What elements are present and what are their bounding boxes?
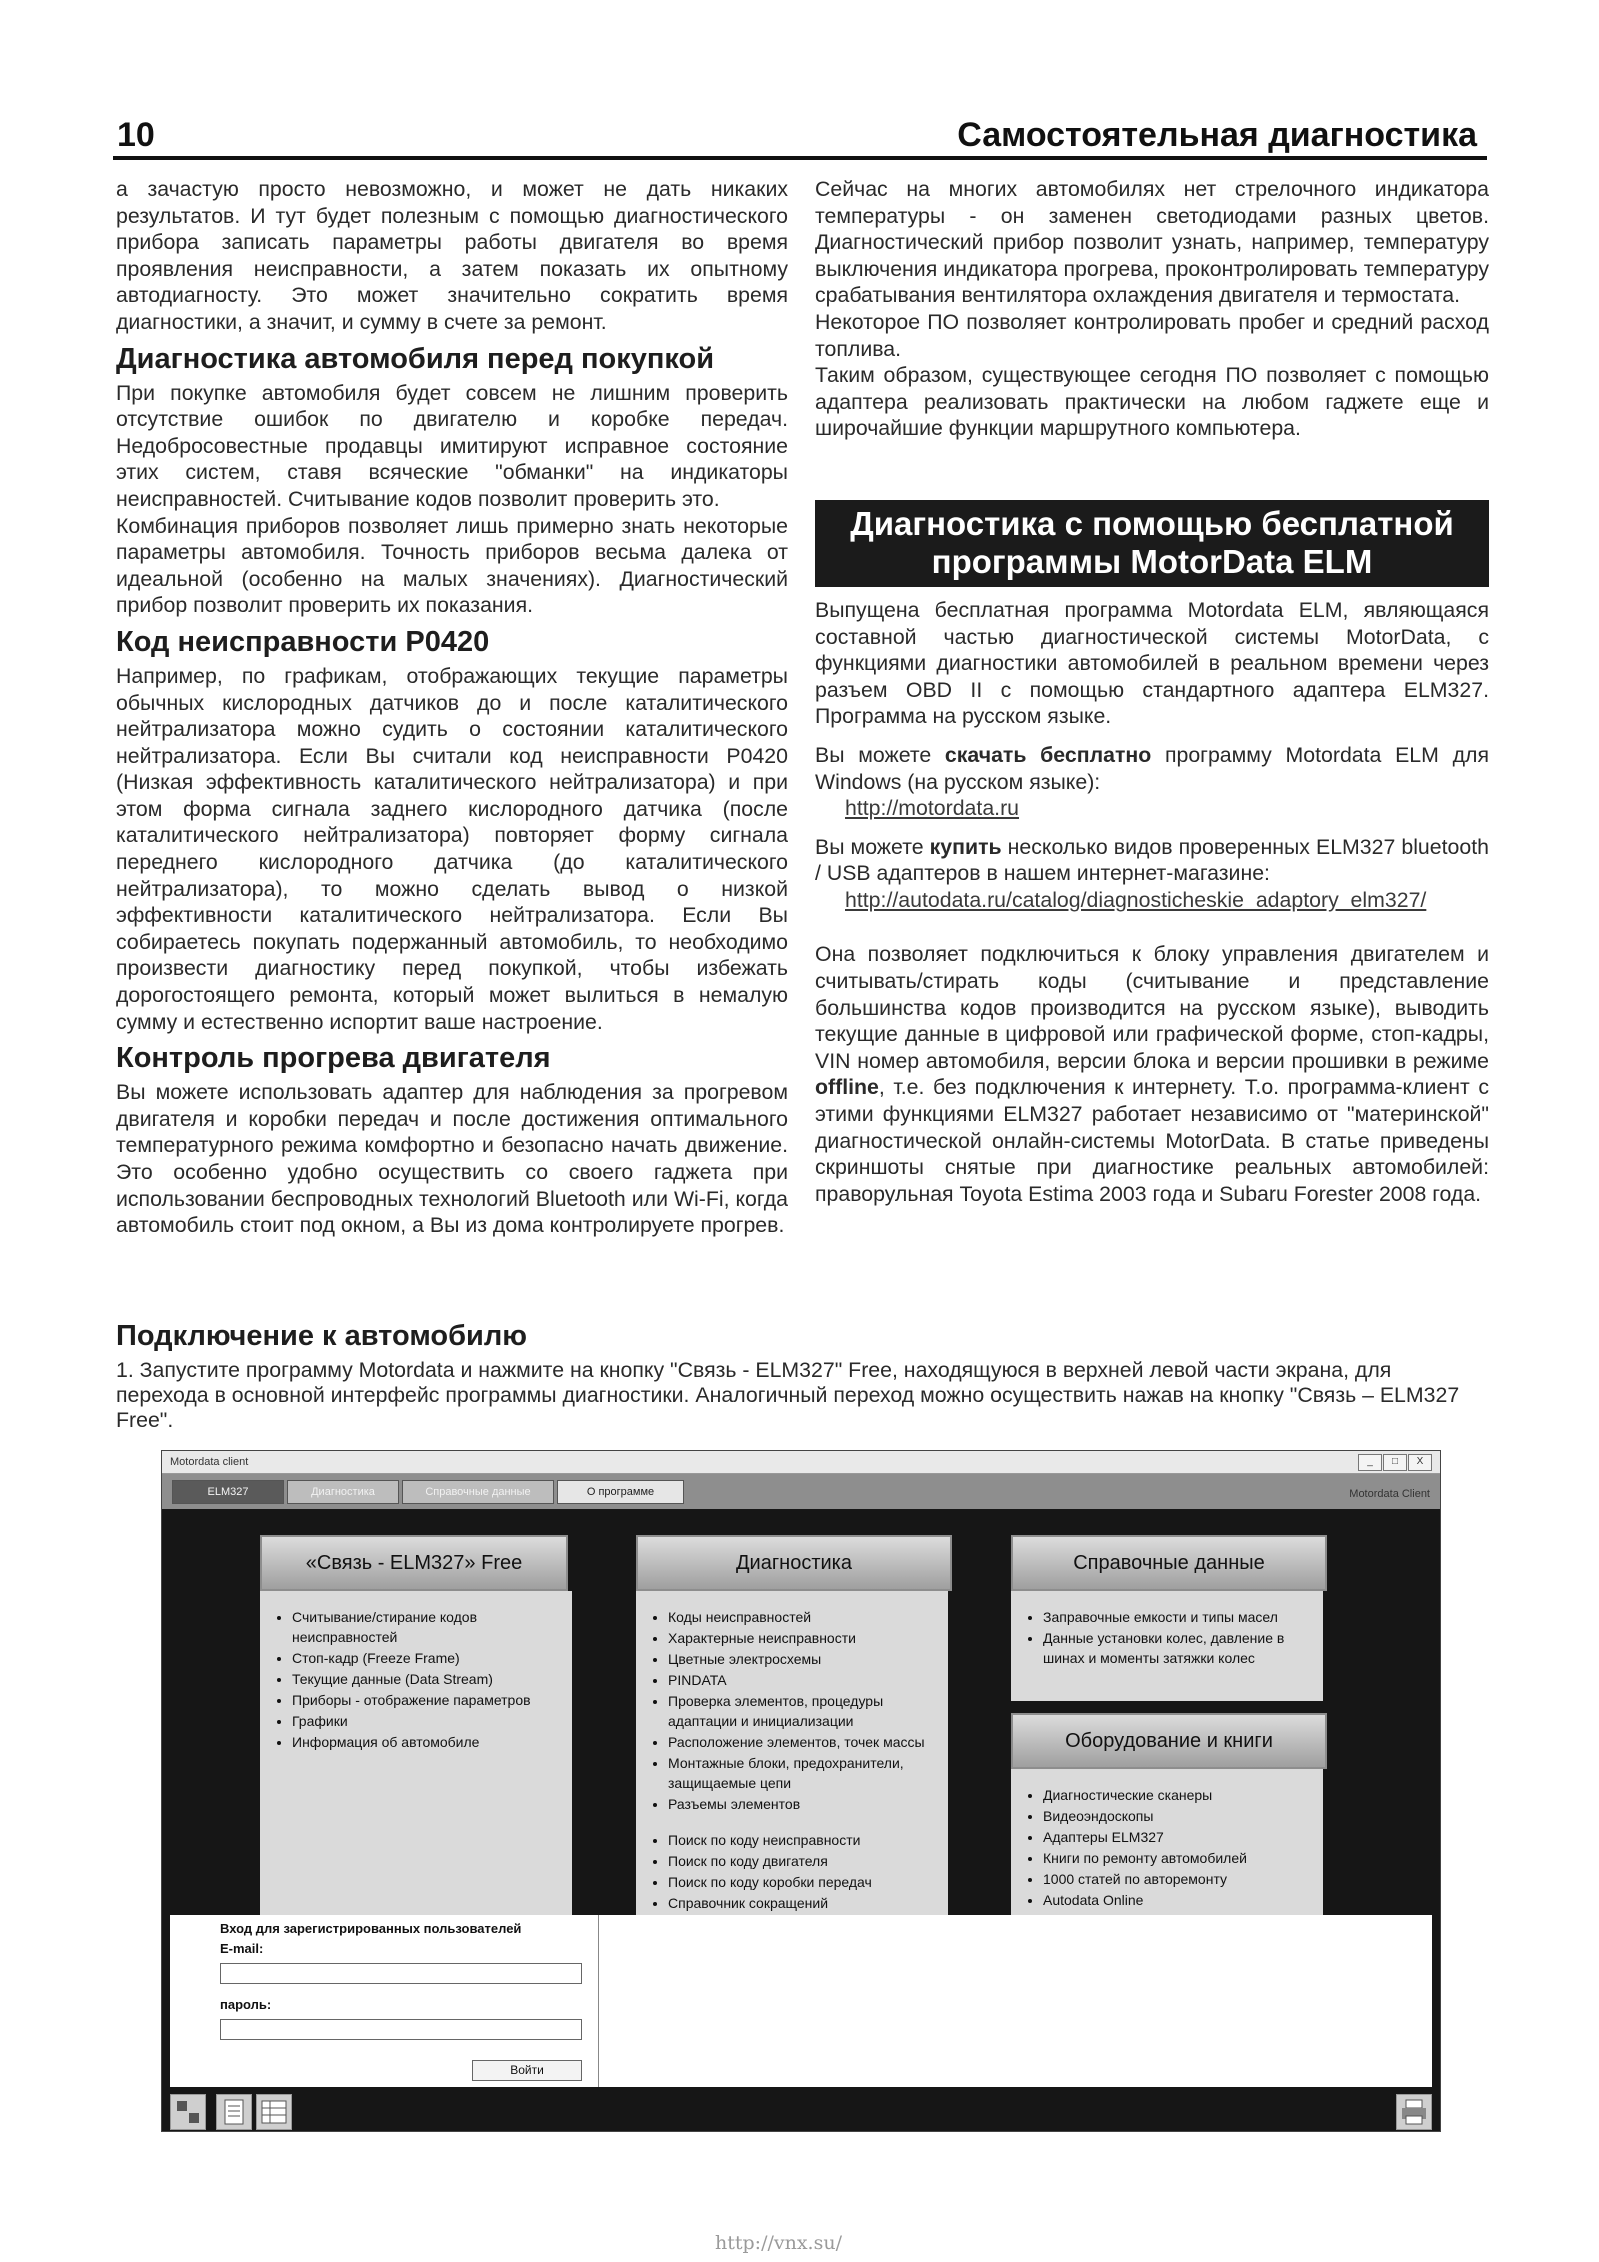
list-item[interactable]: • Расположение элементов, точек массы [668, 1732, 942, 1752]
minimize-button[interactable]: _ [1358, 1454, 1382, 1471]
connection-section [116, 1319, 1488, 1433]
paragraph: Таким образом, существующее сегодня ПО позволяет с помощью адаптера реализовать практически на любом гаджете еще и широчайшие функции маршрутного компьютера. [815, 363, 1489, 441]
list-item[interactable]: • Приборы - отображение параметров [292, 1690, 566, 1710]
list-item[interactable]: • Поиск по коду неисправности [668, 1830, 942, 1850]
login-button[interactable]: Войти [472, 2060, 582, 2081]
list-item[interactable]: • Адаптеры ELM327 [1043, 1827, 1317, 1847]
list-item[interactable]: • Стоп-кадр (Freeze Frame) [292, 1648, 566, 1668]
window-title: Motordata client [170, 1456, 249, 1468]
paragraph: Некоторое ПО позволяет контролировать пробег и средний расход топлива. [815, 309, 1489, 361]
section-heading: Диагностика автомобиля перед покупкой [116, 342, 715, 375]
right-column [815, 176, 1489, 1207]
paragraph: 1. Запустите программу Motordata и нажмите на кнопку "Связь - ELM327" Free, находящуюся в верхней левой части экрана, для перехода в основной интерфейс программы диагностики. Аналогичный переход можно осуществить нажав на кнопку "Связь – ELM327 Free". [116, 1358, 1460, 1432]
print-icon[interactable] [1396, 2094, 1432, 2130]
list-item[interactable]: • Заправочные емкости и типы масел [1043, 1607, 1317, 1627]
diagnostics-button[interactable]: Диагностика [636, 1535, 952, 1591]
list-item[interactable]: • Монтажные блоки, предохранители, защищаемые цепи [668, 1753, 942, 1793]
list-item[interactable]: • Поиск по коду двигателя [668, 1851, 942, 1871]
diagnostics-panel [636, 1591, 948, 1915]
list-item[interactable]: • Справочник сокращений [668, 1893, 942, 1913]
paragraph: Вы можете купить несколько видов проверенных ELM327 bluetooth / USB адаптеров в нашем интернет-магазине: [815, 834, 1489, 886]
app-screenshot [161, 1450, 1441, 2132]
close-button[interactable]: X [1408, 1454, 1432, 1471]
equipment-panel [1011, 1769, 1323, 1915]
list-item[interactable]: • Данные установки колес, давление в шинах и моменты затяжки колес [1043, 1628, 1317, 1668]
section-banner: Диагностика с помощью бесплатной программы MotorData ELM [815, 500, 1489, 587]
login-form [170, 1915, 599, 2087]
login-area [170, 1915, 1432, 2087]
emphasis: купить [929, 834, 1002, 859]
list-item[interactable]: • Текущие данные (Data Stream) [292, 1669, 566, 1689]
email-label: E-mail: [220, 1941, 264, 1956]
list-item[interactable]: • Проверка элементов, процедуры адаптации и инициализации [668, 1691, 942, 1731]
tab-elm327[interactable]: ELM327 [172, 1480, 284, 1504]
password-label: пароль: [220, 1997, 272, 2012]
shop-link[interactable]: http://autodata.ru/catalog/diagnosticheskie_adaptory_elm327/ [845, 887, 1427, 912]
window-titlebar [162, 1451, 1440, 1474]
equipment-books-button[interactable]: Оборудование и книги [1011, 1713, 1327, 1769]
watermark: http://vnx.su/ [715, 2232, 842, 2254]
list-item[interactable]: • Разъемы элементов [668, 1794, 942, 1814]
list-item[interactable]: • Книги по ремонту автомобилей [1043, 1848, 1317, 1868]
list-item[interactable]: • Информация об автомобиле [292, 1732, 566, 1752]
list-item[interactable]: • Характерные неисправности [668, 1628, 942, 1648]
password-input[interactable] [220, 2019, 582, 2040]
section-heading: Код неисправности P0420 [116, 625, 490, 658]
reference-data-button[interactable]: Справочные данные [1011, 1535, 1327, 1591]
paragraph: Например, по графикам, отображающих текущие параметры обычных кислородных датчиков до и после каталитического нейтрализатора можно судить о состоянии каталитического нейтрализатора. Если Вы считали код неисправности P0420 (Низкая эффективность каталитического нейтрализатора) и при этом форма сигнала заднего кислородного датчика (после каталитического нейтрализатора) повторяет форму сигнала переднего кислородного датчика (до каталитического нейтрализатора), то можно сделать вывод о низкой эффективности каталитического нейтрализатора. Если Вы собираетесь покупать подержанный автомобиль, то необходимо произвести диагностику перед покупкой, чтобы избежать дорогостоящего ремонта, который может вылиться в немалую сумму и естественно испортит ваше настроение. [116, 663, 788, 1034]
page-number: 10 [117, 116, 155, 154]
login-title: Вход для зарегистрированных пользователей [220, 1921, 522, 1936]
paragraph: Выпущена бесплатная программа Motordata ELM, являющаяся составной частью диагностической системы MotorData, с функциями диагностики автомобилей в реальном времени через разъем OBD II с помощью стандартного адаптера ELM327. Программа на русском языке. [815, 597, 1489, 729]
maximize-button[interactable]: □ [1383, 1454, 1407, 1471]
connect-elm327-button[interactable]: «Связь - ELM327» Free [260, 1535, 568, 1591]
document-icon[interactable] [216, 2094, 252, 2130]
list-item[interactable]: • Диагностические сканеры [1043, 1785, 1317, 1805]
reference-panel [1011, 1591, 1323, 1701]
email-input[interactable] [220, 1963, 582, 1984]
table-icon[interactable] [256, 2094, 292, 2130]
paragraph: Сейчас на многих автомобилях нет стрелочного индикатора температуры - он заменен светодиодами разных цветов. Диагностический прибор позволит узнать, например, температуру выключения индикатора прогрева, проконтролировать температуру срабатывания вентилятора охлаждения двигателя и термостата. [815, 177, 1489, 308]
list-item[interactable]: • Autodata Online [1043, 1890, 1317, 1910]
list-item[interactable]: • Видеоэндоскопы [1043, 1806, 1317, 1826]
connect-panel [260, 1591, 572, 1915]
tab-diagnostics[interactable]: Диагностика [287, 1480, 399, 1504]
paragraph: Вы можете скачать бесплатно программу Motordata ELM для Windows (на русском языке): [815, 742, 1489, 794]
list-item[interactable]: • Поиск по коду коробки передач [668, 1872, 942, 1892]
list-item[interactable]: • Графики [292, 1711, 566, 1731]
list-item[interactable]: • Цветные электросхемы [668, 1649, 942, 1669]
menu-bar [162, 1474, 1440, 1509]
list-item[interactable]: • 1000 статей по авторемонту [1043, 1869, 1317, 1889]
download-link[interactable]: http://motordata.ru [845, 796, 1020, 821]
section-heading: Подключение к автомобилю [116, 1320, 528, 1352]
brand-label: Motordata Client [1349, 1488, 1430, 1500]
tab-reference[interactable]: Справочные данные [402, 1480, 554, 1504]
emphasis: offline [815, 1075, 879, 1100]
tab-about[interactable]: О программе [557, 1480, 684, 1504]
list-item[interactable]: • Коды неисправностей [668, 1607, 942, 1627]
paragraph: При покупке автомобиля будет совсем не лишним проверить отсутствие ошибок по двигателю и коробке передач. Недобросовестные продавцы имитируют исправное состояние этих систем, ставя всяческие "обманки" на индикаторы неисправностей. Считывание кодов позволит проверить это. [116, 380, 788, 511]
connection-icon[interactable] [170, 2094, 206, 2130]
paragraph: а зачастую просто невозможно, и может не дать никаких результатов. И тут будет полезным с помощью диагностического прибора записать параметры работы двигателя во время проявления неисправности, а затем показать их опытному автодиагносту. Это может значительно сократить время диагностики, а значит, и сумму в счете за ремонт. [116, 177, 788, 334]
list-item[interactable]: • PINDATA [668, 1670, 942, 1690]
paragraph: Она позволяет подключиться к блоку управления двигателем и считывать/стирать коды (считывание и представление большинства кодов производится на русском языке), выводить текущие данные в цифровой или графической форме, стоп-кадры, VIN номер автомобиля, версии блока и версии прошивки в режиме offline, т.е. без подключения к интернету. Т.о. программа-клиент с этими функциями ELM327 работает независимо от "материнской" диагностической онлайн-системы MotorData. В статье приведены скриншоты снятые при диагностике реальных автомобилей: праворульная Toyota Estima 2003 года и Subaru Forester 2008 года. [815, 942, 1489, 1206]
page-header [113, 112, 1487, 160]
emphasis: скачать бесплатно [944, 742, 1152, 767]
left-column [116, 176, 788, 1239]
page-title: Самостоятельная диагностика [957, 116, 1477, 154]
paragraph: Вы можете использовать адаптер для наблюдения за прогревом двигателя и коробки передач и после достижения оптимального температурного режима комфортно и безопасно начать движение. Это особенно удобно осуществить со своего гаджета при использовании беспроводных технологий Bluetooth или Wi-Fi, когда автомобиль стоит под окном, а Вы из дома контролируете прогрев. [116, 1080, 788, 1238]
paragraph: Комбинация приборов позволяет лишь примерно знать некоторые параметры автомобиля. Точность приборов весьма далека от идеальной (особенно на малых значениях). Диагностический прибор позволит проверить их показания. [116, 513, 788, 618]
section-heading: Контроль прогрева двигателя [116, 1042, 551, 1075]
list-item[interactable]: • Считывание/стирание кодов неисправностей [292, 1607, 566, 1647]
